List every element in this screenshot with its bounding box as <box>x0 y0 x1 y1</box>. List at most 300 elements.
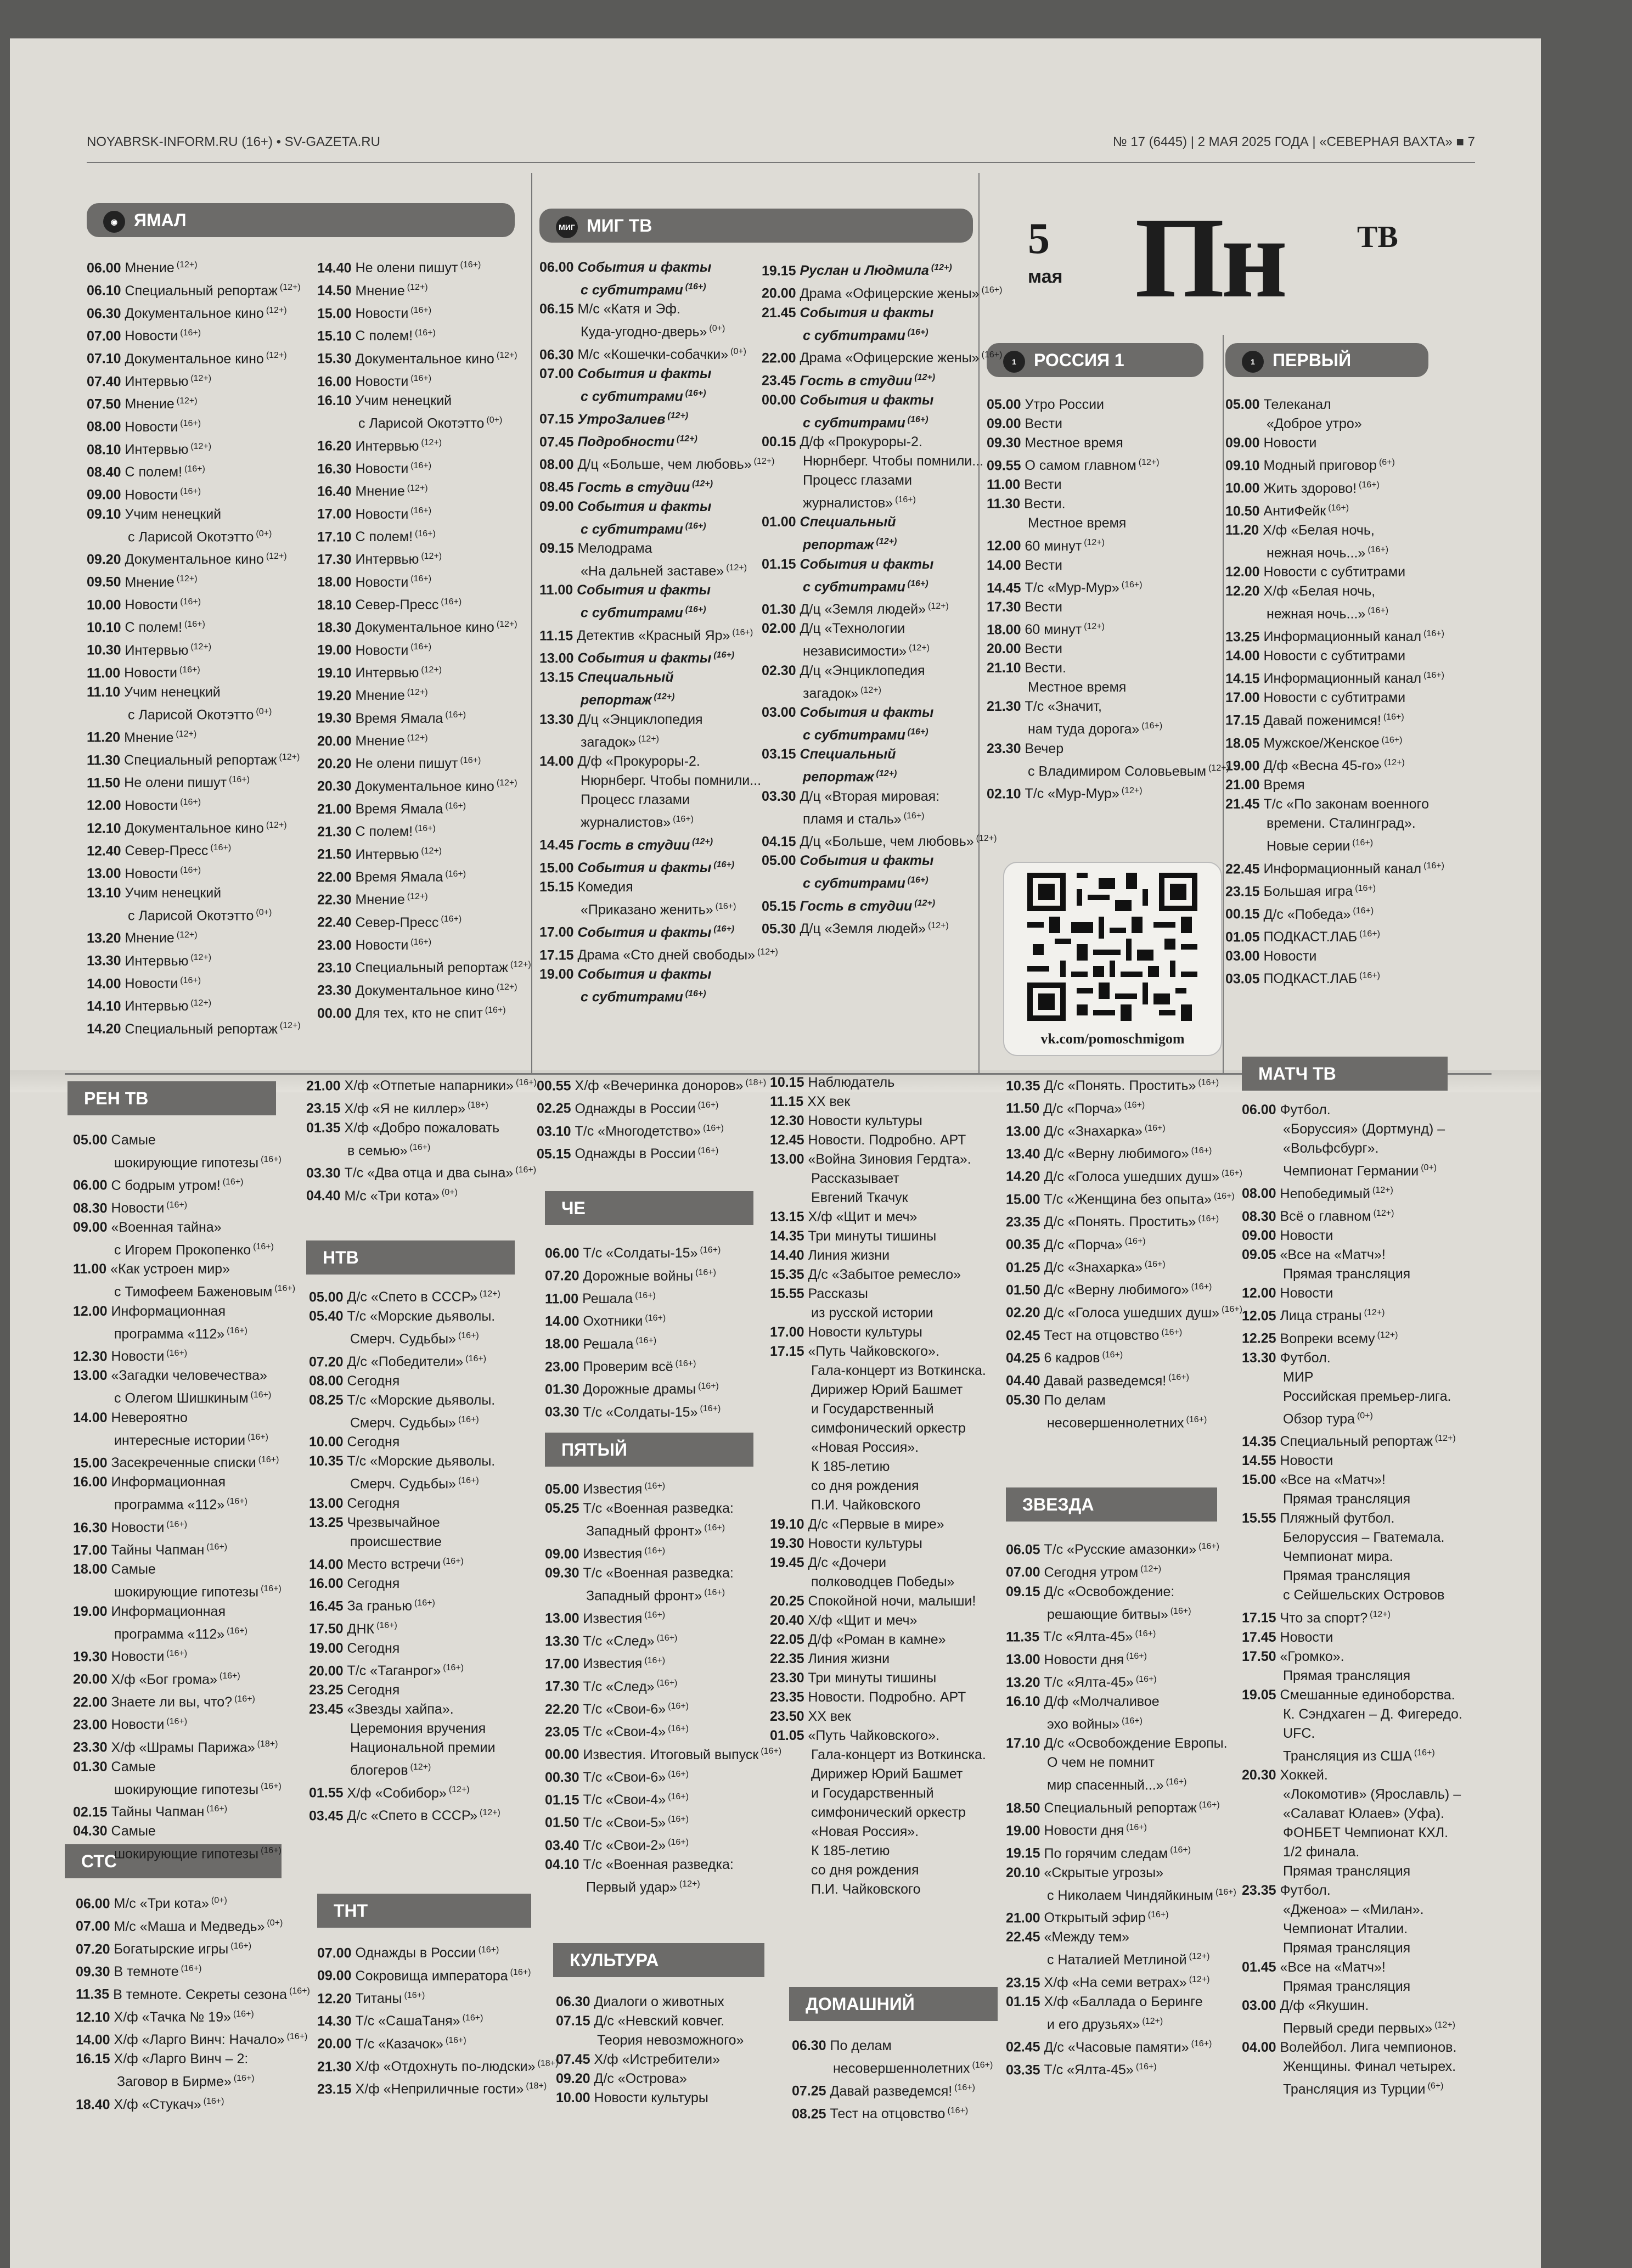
program-row <box>317 910 531 932</box>
program-time: 13.00 <box>73 1368 111 1384</box>
program-row <box>87 437 317 459</box>
program-title: Сегодня <box>347 1682 400 1698</box>
program-title: Место встречи $^{(16+)}$ <box>347 1556 464 1572</box>
age-rating: (16+) <box>1135 2062 1157 2071</box>
age-rating: (16+) <box>289 1986 310 1996</box>
program-time: 18.00 <box>545 1336 583 1352</box>
program-title: загадок» $^{(12+)}$ <box>581 734 659 750</box>
program-time: 08.30 <box>73 1200 111 1216</box>
program-row <box>1006 1559 1242 1582</box>
program-title: Решала $^{(16+)}$ <box>582 1290 656 1306</box>
program-row <box>1006 1818 1242 1840</box>
age-rating: (16+) <box>685 388 706 398</box>
program-time: 14.45 <box>987 580 1025 596</box>
age-rating: (16+) <box>1198 1078 1219 1087</box>
program-row <box>1225 776 1445 795</box>
program-row <box>1225 879 1445 901</box>
program-title: с Сейшельских Островов <box>1283 1587 1445 1603</box>
newspaper-page <box>10 38 1541 2268</box>
program-title: С бодрым утром! $^{(16+)}$ <box>111 1177 244 1193</box>
program-title: блогеров $^{(12+)}$ <box>350 1762 431 1778</box>
age-rating: (16+) <box>180 597 201 607</box>
program-title: М/с «Маша и Медведь» $^{(0+)}$ <box>114 1918 283 1934</box>
program-title: нежная ночь...» $^{(16+)}$ <box>1267 544 1389 561</box>
program-title: журналистов» $^{(16+)}$ <box>803 495 916 511</box>
program-time: 11.20 <box>1225 522 1263 538</box>
program-row <box>537 1073 767 1096</box>
age-rating: (16+) <box>1359 929 1380 939</box>
program-list-pyatiy <box>545 1477 782 1897</box>
age-rating: (12+) <box>1084 621 1105 631</box>
column-rule <box>978 173 980 1073</box>
program-time: 14.00 <box>1225 648 1264 664</box>
age-rating: (16+) <box>668 1701 689 1711</box>
age-rating: (16+) <box>227 1326 247 1335</box>
program-time: 06.00 <box>87 260 125 276</box>
program-row <box>762 368 978 390</box>
age-rating: (16+) <box>222 1177 244 1187</box>
age-rating: (16+) <box>1198 1542 1219 1551</box>
program-title: с субтитрами $^{(16+)}$ <box>803 414 928 430</box>
program-title: с субтитрами $^{(16+)}$ <box>581 521 706 537</box>
program-title: Новости $^{(16+)}$ <box>355 506 432 522</box>
program-time: 23.00 <box>545 1358 583 1374</box>
channel-name: МАТЧ ТВ <box>1258 1064 1336 1084</box>
program-row <box>770 1553 1000 1592</box>
program-title: Вести <box>1025 557 1063 573</box>
program-row <box>545 1354 775 1377</box>
program-time: 14.00 <box>309 1556 347 1572</box>
program-time: 15.10 <box>317 328 356 344</box>
program-list-tnt <box>317 1940 559 2099</box>
program-row <box>317 2008 548 2031</box>
program-title: «Военная тайна» <box>111 1219 222 1235</box>
program-title: М/с «Кошечки-собачки» $^{(0+)}$ <box>577 346 747 362</box>
age-rating: (16+) <box>644 1546 666 1556</box>
program-title: «Путь Чайковского». <box>808 1728 939 1743</box>
program-time: 15.30 <box>317 351 356 367</box>
program-title: Однажды в России $^{(16+)}$ <box>575 1101 719 1116</box>
age-rating: (12+) <box>190 642 212 652</box>
age-rating: (12+) <box>410 1762 431 1772</box>
program-time: 03.00 <box>1225 948 1264 964</box>
program-title: Интервью $^{(12+)}$ <box>125 441 212 457</box>
program-time: 13.00 <box>1006 1123 1044 1139</box>
age-rating: (12+) <box>266 305 287 315</box>
program-time: 21.45 <box>762 305 800 321</box>
age-rating: (16+) <box>1423 861 1444 871</box>
program-row <box>770 1707 1000 1726</box>
program-row <box>545 1810 775 1832</box>
program-time: 22.35 <box>770 1651 808 1666</box>
program-title: «Звезды хайпа». <box>347 1701 454 1717</box>
program-title: Обзор тура $^{(0+)}$ <box>1283 1411 1373 1427</box>
program-title: П.И. Чайковского <box>811 1882 921 1897</box>
program-title: Т/с «Два отца и два сына» $^{(16+)}$ <box>344 1165 537 1181</box>
program-title: Специальный репортаж $^{(12+)}$ <box>125 1021 301 1037</box>
program-row <box>87 414 317 436</box>
program-title: Мнение $^{(12+)}$ <box>125 574 198 590</box>
program-title: со дня рождения <box>811 1862 919 1878</box>
program-row <box>1242 1101 1483 1181</box>
program-title: Однажды в России $^{(16+)}$ <box>355 1945 499 1961</box>
program-time: 06.00 <box>545 1245 583 1261</box>
program-time: 19.00 <box>317 642 356 658</box>
program-row <box>1006 1141 1236 1164</box>
program-title: с Ларисой Окотэтто $^{(0+)}$ <box>358 415 503 431</box>
program-time: 14.00 <box>539 753 578 769</box>
program-time: 18.10 <box>317 597 356 613</box>
age-rating: (16+) <box>1355 883 1376 893</box>
program-row <box>545 1697 775 1719</box>
program-title: Футбол. <box>1280 1882 1331 1898</box>
program-title: События и факты <box>800 392 934 408</box>
program-time: 18.50 <box>1006 1800 1044 1816</box>
program-title: Утро России <box>1025 397 1105 412</box>
program-row <box>73 1602 303 1644</box>
program-time: 01.15 <box>545 1792 583 1808</box>
program-title: Вести <box>1025 599 1063 615</box>
program-time: 01.30 <box>545 1382 583 1397</box>
program-title: Интервью $^{(12+)}$ <box>355 438 442 454</box>
program-title: Вести. <box>1025 660 1066 676</box>
program-row <box>987 475 1223 495</box>
program-title: С полем! $^{(16+)}$ <box>355 529 436 544</box>
age-rating: (12+) <box>1434 2020 1455 2030</box>
program-time: 21.00 <box>317 801 356 817</box>
program-title: с субтитрами $^{(16+)}$ <box>803 327 928 343</box>
program-time: 07.45 <box>556 2052 594 2067</box>
program-row <box>87 592 317 615</box>
program-title: Вести. <box>1024 496 1066 512</box>
program-title: Российская премьер-лига. <box>1283 1388 1451 1404</box>
program-title: Дорожные войны $^{(16+)}$ <box>583 1268 716 1284</box>
program-row <box>545 1499 775 1541</box>
program-title: Вести <box>1025 416 1063 431</box>
program-time: 04.15 <box>762 834 800 850</box>
program-time: 23.45 <box>762 373 800 389</box>
program-title: Сегодня утром $^{(12+)}$ <box>1044 1564 1162 1580</box>
age-rating: (0+) <box>267 1918 283 1928</box>
program-time: 13.15 <box>539 670 578 686</box>
program-row <box>87 884 317 925</box>
program-time: 15.35 <box>770 1267 808 1282</box>
program-title: Новости. Подробно. АРТ <box>808 1132 966 1148</box>
program-row <box>770 1073 1000 1092</box>
program-row <box>317 1001 531 1023</box>
program-title: Х/ф «Бог грома» $^{(16+)}$ <box>111 1671 240 1687</box>
program-time: 17.10 <box>317 529 356 544</box>
column-rule <box>1223 335 1224 1073</box>
program-time: 12.45 <box>770 1132 808 1148</box>
age-rating: (16+) <box>685 605 706 615</box>
program-time: 23.25 <box>309 1682 347 1698</box>
program-time: 04.40 <box>306 1188 345 1204</box>
program-time: 14.35 <box>770 1228 808 1244</box>
program-row <box>87 793 317 815</box>
age-rating: (16+) <box>465 1354 487 1363</box>
channel-header-domashniy <box>789 1987 998 2021</box>
program-time: 21.45 <box>1225 796 1264 812</box>
program-title: С полем! $^{(16+)}$ <box>355 328 436 344</box>
age-rating: (12+) <box>927 920 949 930</box>
program-title: Новости <box>1263 948 1317 964</box>
program-title: Новости <box>1263 435 1317 451</box>
program-row <box>317 391 531 433</box>
program-row <box>539 497 762 539</box>
program-time: 07.20 <box>545 1268 583 1284</box>
age-rating: (16+) <box>219 1671 240 1681</box>
program-title: Д/с «Невский ковчег. <box>594 2013 725 2029</box>
program-title: Тест на отцовство $^{(16+)}$ <box>1044 1327 1183 1343</box>
program-time: 10.50 <box>1225 503 1264 519</box>
channel-name: ЗВЕЗДА <box>1022 1495 1094 1514</box>
program-title: ПОДКАСТ.ЛАБ $^{(16+)}$ <box>1263 929 1380 945</box>
program-title: Для тех, кто не спит $^{(16+)}$ <box>355 1005 506 1021</box>
age-rating: (12+) <box>757 947 778 957</box>
program-title: Т/с «След» $^{(16+)}$ <box>583 1633 678 1649</box>
program-title: Новости $^{(16+)}$ <box>125 328 201 344</box>
program-title: Невероятно <box>111 1410 188 1425</box>
program-title: Футбол. <box>1280 1102 1331 1118</box>
program-time: 19.45 <box>770 1555 808 1570</box>
program-time: 12.00 <box>1225 564 1264 580</box>
program-title: Непобедимый $^{(12+)}$ <box>1280 1186 1393 1202</box>
program-title: Новости культуры <box>808 1536 922 1551</box>
program-title: Западный фронт» $^{(16+)}$ <box>586 1523 725 1539</box>
program-title: Информационный канал $^{(16+)}$ <box>1263 861 1444 877</box>
program-row <box>770 1534 1000 1553</box>
channel-header-tnt <box>317 1894 531 1928</box>
program-time: 02.10 <box>987 786 1025 802</box>
program-row <box>309 1372 539 1391</box>
program-row <box>317 728 531 751</box>
program-row <box>1006 1368 1236 1390</box>
program-time: 02.25 <box>537 1101 575 1116</box>
program-row <box>1006 1905 1242 1928</box>
program-title: ДНК $^{(16+)}$ <box>347 1621 397 1637</box>
age-rating: (0+) <box>730 346 747 356</box>
age-rating: (18+) <box>537 2058 559 2068</box>
channel-name: ЯМАЛ <box>134 210 187 230</box>
program-row <box>762 916 978 939</box>
age-rating: (16+) <box>441 914 462 924</box>
program-time: 23.00 <box>73 1717 111 1733</box>
program-list-che <box>545 1240 775 1422</box>
program-title: 6 кадров $^{(16+)}$ <box>1044 1350 1123 1366</box>
age-rating: (0+) <box>256 706 272 716</box>
program-time: 23.30 <box>73 1739 111 1755</box>
program-row <box>545 1605 775 1628</box>
program-row <box>987 697 1223 739</box>
program-row <box>76 2050 306 2091</box>
program-title: шокирующие гипотезы $^{(16+)}$ <box>114 1846 282 1862</box>
program-title: Не олени пишут $^{(16+)}$ <box>355 260 481 276</box>
program-title: Х/ф «Щит и меч» <box>808 1209 918 1225</box>
age-rating: (12+) <box>927 601 949 611</box>
age-rating: (16+) <box>713 650 735 660</box>
age-rating: (16+) <box>229 774 250 784</box>
program-time: 09.00 <box>1242 1227 1280 1243</box>
program-row <box>73 1366 303 1408</box>
program-title: Модный приговор $^{(6+)}$ <box>1263 458 1395 474</box>
program-title: Учим ненецкий <box>124 684 221 700</box>
program-title: Т/с «Морские дьяволы. <box>347 1309 496 1324</box>
program-row <box>1225 395 1445 434</box>
program-row <box>1242 1451 1483 1470</box>
age-rating: (16+) <box>184 619 205 629</box>
age-rating: (12+) <box>1373 1208 1394 1218</box>
program-title: Церемония вручения <box>350 1720 486 1736</box>
age-rating: (16+) <box>460 755 481 765</box>
program-title: Самые <box>111 1562 156 1578</box>
age-rating: (16+) <box>1161 1327 1183 1337</box>
program-title: Новости <box>1280 1227 1333 1243</box>
program-time: 06.00 <box>539 260 578 275</box>
program-time: 08.10 <box>87 441 125 457</box>
program-title: Д/ц «Больше, чем любовь» $^{(12+)}$ <box>577 456 775 473</box>
program-time: 09.00 <box>987 416 1025 431</box>
program-row <box>1225 731 1445 753</box>
program-title: Время Ямала $^{(16+)}$ <box>355 869 466 885</box>
age-rating: (16+) <box>954 2083 975 2093</box>
program-title: Гость в студии $^{(12+)}$ <box>577 479 713 495</box>
program-list-rentv <box>73 1131 303 1864</box>
age-rating: (12+) <box>1084 538 1105 548</box>
program-row <box>87 369 317 391</box>
channel-name: НТВ <box>323 1248 359 1267</box>
program-title: Мнение $^{(12+)}$ <box>355 733 428 749</box>
program-time: 00.15 <box>1225 906 1264 922</box>
age-rating: (12+) <box>279 1021 301 1031</box>
program-row <box>1242 1204 1483 1226</box>
age-rating: (16+) <box>732 627 753 637</box>
program-title: Драма «Офицерские жены» $^{(16+)}$ <box>800 285 1003 301</box>
program-time: 18.40 <box>76 2096 114 2112</box>
age-rating: (16+) <box>972 2061 993 2070</box>
program-time: 10.00 <box>87 597 125 613</box>
program-row <box>770 1611 1000 1630</box>
program-time: 06.00 <box>1242 1102 1280 1118</box>
program-row <box>309 1452 539 1494</box>
age-rating: (12+) <box>976 833 997 843</box>
program-time: 09.30 <box>545 1565 583 1581</box>
program-row <box>545 1765 775 1787</box>
program-row <box>1006 1391 1236 1433</box>
program-title: Д/с «Дочери <box>808 1555 887 1570</box>
program-row <box>73 1172 303 1195</box>
program-time: 18.00 <box>987 622 1025 638</box>
age-rating: (6+) <box>1427 2081 1444 2091</box>
program-time: 00.00 <box>545 1747 583 1762</box>
age-rating: (16+) <box>206 1804 228 1814</box>
tv-mark: ТВ <box>1357 220 1398 254</box>
program-title: Прямая трансляция <box>1283 1568 1411 1584</box>
program-row <box>1006 1277 1236 1300</box>
program-title: «Приказано женить» $^{(16+)}$ <box>581 901 736 918</box>
program-title: Самые <box>111 1759 156 1775</box>
program-title: Дорожные драмы $^{(16+)}$ <box>583 1381 719 1397</box>
program-title: В темноте $^{(16+)}$ <box>114 1963 202 1980</box>
program-title: Т/с «Свои-6» $^{(16+)}$ <box>583 1701 689 1717</box>
program-time: 19.00 <box>1225 758 1264 774</box>
program-row <box>1242 1628 1483 1647</box>
program-time: 13.00 <box>1006 1652 1044 1668</box>
program-title: Белоруссия – Гватемала. <box>1283 1530 1445 1546</box>
program-time: 09.55 <box>987 458 1025 474</box>
day-number: 5 <box>1028 215 1050 263</box>
program-row <box>317 501 531 524</box>
program-time: 09.20 <box>87 552 125 568</box>
program-time: 01.30 <box>73 1759 111 1775</box>
program-row <box>309 1494 539 1513</box>
program-title: Т/с «Ялта-45» $^{(16+)}$ <box>1044 1674 1157 1690</box>
program-row <box>792 2101 1017 2124</box>
age-rating: (16+) <box>180 419 201 429</box>
program-title: Специальный репортаж $^{(16+)}$ <box>1044 1800 1220 1816</box>
program-row <box>87 861 317 883</box>
program-title: Интервью $^{(12+)}$ <box>355 551 442 568</box>
program-title: С полем! $^{(16+)}$ <box>355 823 436 840</box>
program-title: Проверим всё $^{(16+)}$ <box>583 1358 696 1374</box>
program-row <box>1242 1303 1483 1326</box>
program-row <box>317 524 531 547</box>
program-title: Волейбол. Лига чемпионов. <box>1280 2040 1457 2056</box>
program-time: 17.45 <box>1242 1629 1280 1645</box>
channel-name: КУЛЬТУРА <box>570 1950 659 1970</box>
program-title: Новости культуры <box>808 1324 922 1340</box>
program-title: Х/ф «Собибор» $^{(12+)}$ <box>347 1785 470 1801</box>
qr-code-block[interactable] <box>1003 862 1222 1056</box>
program-time: 20.00 <box>762 285 800 301</box>
program-row <box>770 1246 1000 1265</box>
program-title: Д/ц «Земля людей» $^{(12+)}$ <box>800 920 949 937</box>
program-row <box>762 280 1003 303</box>
program-row <box>539 878 762 919</box>
age-rating: (16+) <box>410 461 432 470</box>
age-rating: (12+) <box>421 551 442 561</box>
program-row <box>317 2031 548 2053</box>
program-row <box>309 1574 539 1593</box>
age-rating: (16+) <box>715 901 736 911</box>
channel-header-mig <box>539 209 973 243</box>
program-title: Чрезвычайное <box>347 1514 440 1530</box>
age-rating: (16+) <box>445 869 466 879</box>
program-title: «Громко». <box>1280 1648 1344 1664</box>
program-time: 01.00 <box>762 514 800 530</box>
age-rating: (16+) <box>210 843 232 852</box>
program-title: Богатырские игры $^{(16+)}$ <box>114 1941 252 1957</box>
age-rating: (16+) <box>445 710 466 720</box>
age-rating: (12+) <box>1384 757 1405 767</box>
program-time: 22.30 <box>317 892 356 908</box>
program-title: Д/с «Голоса ушедших душ» $^{(16+)}$ <box>1044 1305 1242 1321</box>
age-rating: (16+) <box>274 1284 296 1294</box>
program-row <box>1242 1326 1483 1348</box>
qr-link[interactable]: vk.com/pomoschmigom <box>1040 1031 1185 1047</box>
program-time: 11.00 <box>73 1261 111 1277</box>
program-row <box>87 660 317 683</box>
program-time: 11.35 <box>1006 1629 1044 1645</box>
program-row <box>1225 624 1445 647</box>
program-row <box>317 660 531 683</box>
program-time: 07.00 <box>1006 1564 1044 1580</box>
program-time: 08.00 <box>309 1373 347 1389</box>
program-row <box>762 345 1003 368</box>
age-rating: (16+) <box>445 801 466 811</box>
program-title: Новости $^{(16+)}$ <box>355 461 432 476</box>
program-title: Информационная <box>111 1474 226 1490</box>
